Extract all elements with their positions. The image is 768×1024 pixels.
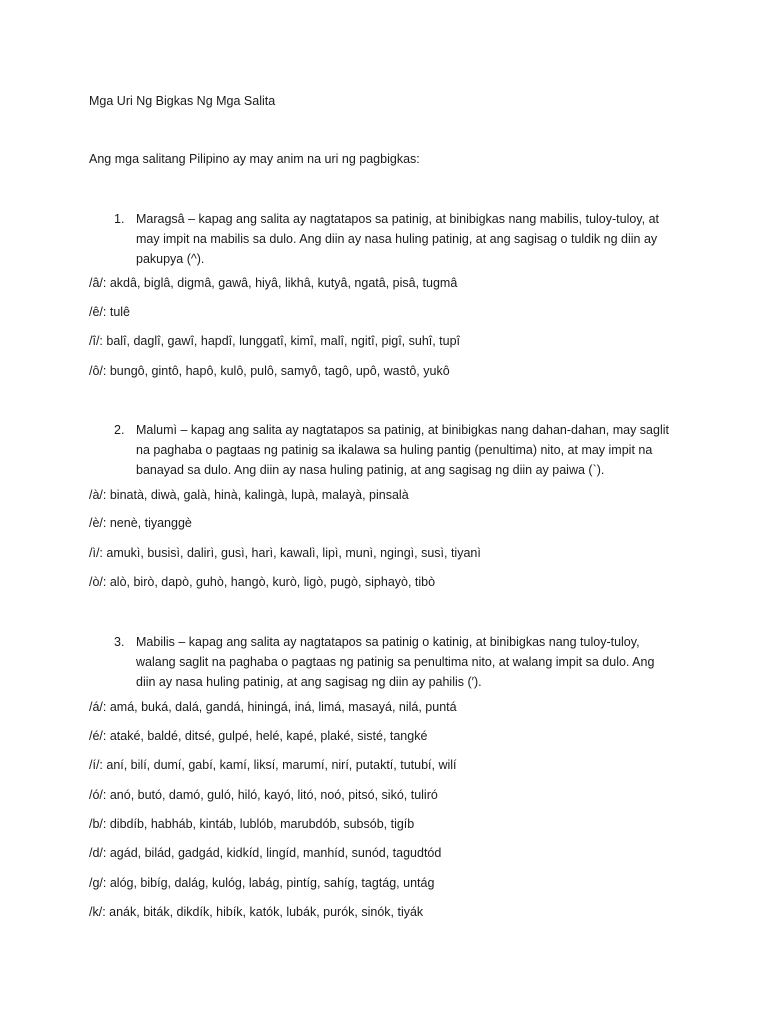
list-number: 1. bbox=[114, 212, 125, 226]
list-item-text: Mabilis – kapag ang salita ay nagtatapos sa patinig o katinig, at binibigkas nang tuloy-tuloy, walang saglit na paghaba o pagtaas ng patinig sa penultima nito, at walang impit sa dulo. Ang diin ay nasa huling patinig, at ang sagisag ng diin ay pahilis (′). bbox=[136, 635, 655, 689]
list-number: 3. bbox=[114, 635, 125, 649]
example-line: /ò/: alò, birò, dapò, guhò, hangò, kurò, ligò, pugò, siphayò, tibò bbox=[89, 575, 436, 589]
example-line: /b/: dibdíb, habháb, kintáb, lublób, marubdób, subsób, tigíb bbox=[89, 817, 415, 831]
list-number: 2. bbox=[114, 423, 125, 437]
list-item-text: Maragsâ – kapag ang salita ay nagtatapos sa patinig, at binibigkas nang mabilis, tuloy-tuloy, at may impit na mabilis sa dulo. Ang diin ay nasa huling patinig, at ang sagisag o tuldik ng diin ay pakupya (^). bbox=[136, 212, 660, 266]
example-line: /î/: balî, daglî, gawî, hapdî, lunggatî, kimî, malî, ngitî, pigî, suhî, tupî bbox=[89, 334, 461, 348]
example-line: /ô/: bungô, gintô, hapô, kulô, pulô, samyô, tagô, upô, wastô, yukô bbox=[89, 364, 450, 378]
list-item-mabilis bbox=[114, 632, 674, 692]
example-line: /á/: amá, buká, dalá, gandá, hiningá, iná, limá, masayá, nilá, puntá bbox=[89, 700, 457, 714]
example-line: /ê/: tulê bbox=[89, 305, 130, 319]
list-item-text: Malumì – kapag ang salita ay nagtatapos sa patinig, at binibigkas nang dahan-dahan, may saglit na paghaba o pagtaas ng patinig sa ikalawa sa huling pantig (penultima) nito, at may impit na banayad sa dulo. Ang diin ay nasa huling patinig, at ang sagisag ng diin ay paiwa (`). bbox=[136, 423, 669, 477]
example-line: /d/: agád, bilád, gadgád, kidkíd, lingíd, manhíd, sunód, tagudtód bbox=[89, 846, 442, 860]
document-title: Mga Uri Ng Bigkas Ng Mga Salita bbox=[89, 94, 276, 108]
example-line: /ì/: amukì, busisì, dalirì, gusì, harì, kawalì, lipì, munì, ngingì, susì, tiyanì bbox=[89, 546, 481, 560]
example-line: /à/: binatà, diwà, galà, hinà, kalingà, lupà, malayà, pinsalà bbox=[89, 488, 409, 502]
example-line: /í/: aní, bilí, dumí, gabí, kamí, liksí, marumí, nirí, putaktí, tutubí, wilí bbox=[89, 758, 457, 772]
example-line: /g/: alóg, bibíg, dalág, kulóg, labág, pintíg, sahíg, tagtág, untág bbox=[89, 876, 435, 890]
list-item-malumi bbox=[114, 420, 674, 480]
example-line: /k/: anák, biták, dikdík, hibík, katók, lubák, purók, sinók, tiyák bbox=[89, 905, 424, 919]
intro-text: Ang mga salitang Pilipino ay may anim na uri ng pagbigkas: bbox=[89, 152, 420, 166]
example-line: /é/: ataké, baldé, ditsé, gulpé, helé, kapé, plaké, sisté, tangké bbox=[89, 729, 428, 743]
example-line: /è/: nenè, tiyanggè bbox=[89, 516, 192, 530]
list-item-maragsa bbox=[114, 209, 674, 269]
example-line: /â/: akdâ, biglâ, digmâ, gawâ, hiyâ, likhâ, kutyâ, ngatâ, pisâ, tugmâ bbox=[89, 276, 458, 290]
example-line: /ó/: anó, butó, damó, guló, hiló, kayó, litó, noó, pitsó, sikó, tuliró bbox=[89, 788, 438, 802]
